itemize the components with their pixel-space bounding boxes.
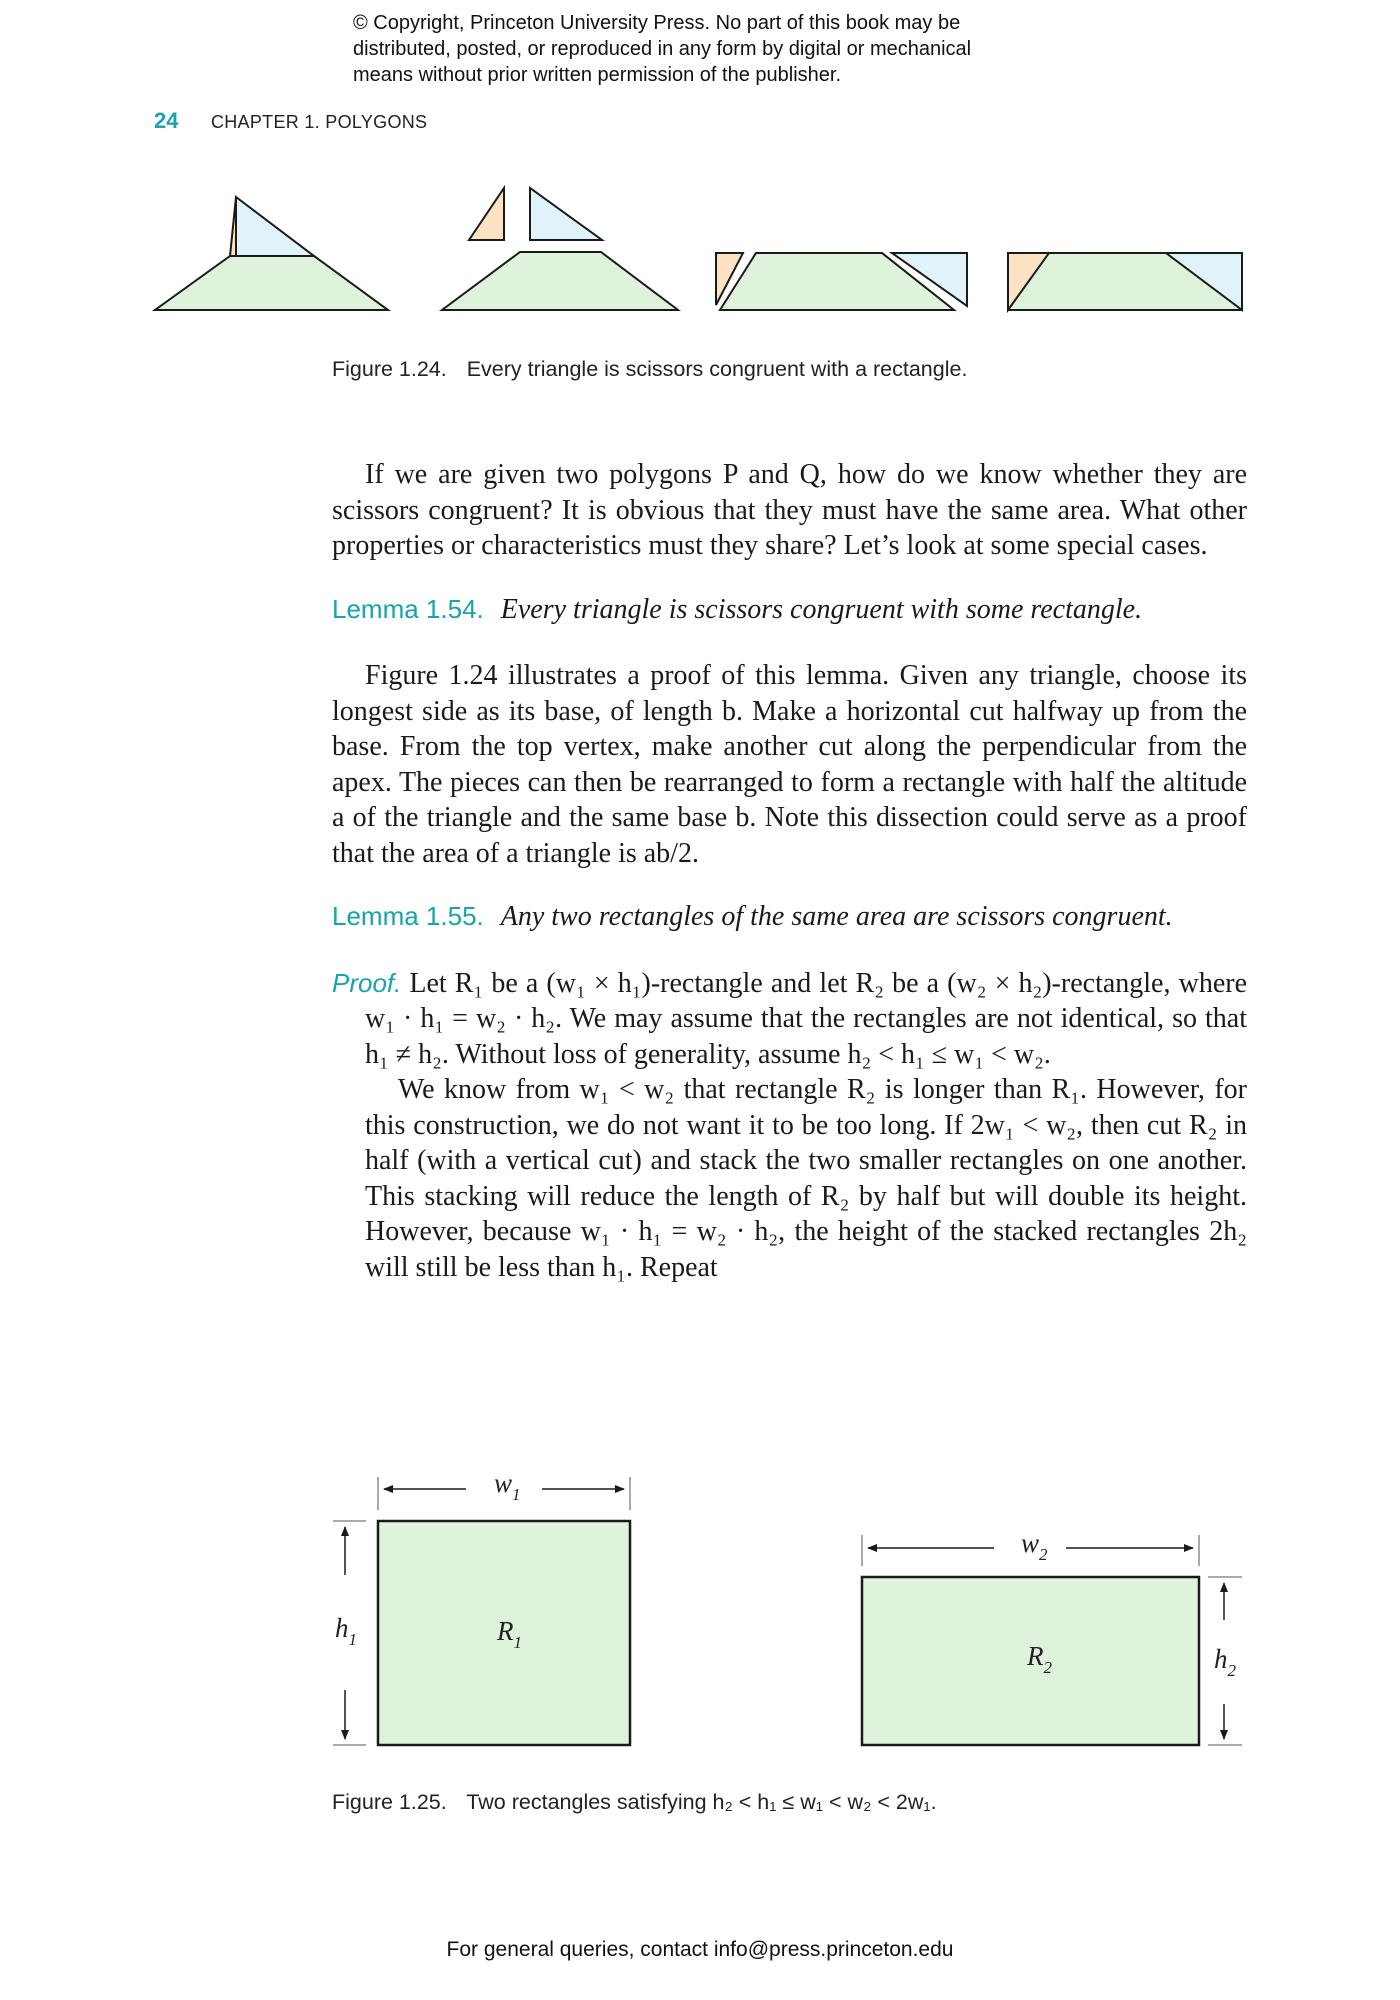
w1-label: $w_1$ [494,1470,521,1504]
intro-paragraph: If we are given two polygons P and Q, how do we know whether they are scissors congruent? It is obvious that they must have the same area. What other properties or characteristics must they share? Let’s look at some special cases. [332,459,1247,561]
proof-1-55-paragraph-1 [332,966,1247,1073]
caption-text: Every triangle is scissors congruent with a rectangle. [466,357,968,381]
proof-label: Proof. [332,967,402,998]
footer-contact: For general queries, contact info@press.princeton.edu [446,1938,954,1961]
blue-triangle-piece [236,197,314,256]
figure-label: Figure 1.25. [332,1790,447,1814]
proof-paragraph-1-54: Figure 1.24 illustrates a proof of this lemma. Given any triangle, choose its longest side as its base, of length b. Make a horizontal cut halfway up from the base. From the top vertex, make another cut along the perpendicular from the apex. The pieces can then be rearranged to form a rectangle with half the altitude a of the triangle and the same base b. Note this dissection could serve as a proof that the area of a triangle is ab/2. [332,660,1247,869]
caption-text: Two rectangles satisfying h₂ < h₁ ≤ w₁ < w₂ < 2w₁. [466,1790,937,1814]
running-header [154,108,427,134]
copyright-notice [353,10,1073,88]
copyright-line: distributed, posted, or reproduced in any form by digital or mechanical [353,38,972,60]
figure-1-25 [0,1470,1400,1770]
lemma-name: Lemma 1.54. [332,593,484,624]
fig24-step4-rectangle [1008,253,1242,310]
proof-1-55-paragraph-2: We know from w₁ < w₂ that rectangle R₂ is longer than R₁. However, for this construction, we do not want it to be too long. If 2w₁ < w₂, then cut R₂ in half (with a vertical cut) and stack the two smaller rectangles on one another. This stacking will reduce the length of R₂ by half but will double its height. However, because w₁ · h₁ = w₂ · h₂, the height of the stacked rectangles 2h₂ will still be less than h₁. Repeat [365,1074,1247,1283]
orange-triangle-piece [469,188,504,240]
h2-label: $h_2$ [1214,1644,1236,1680]
fig24-step1-triangle [155,197,388,310]
chapter-title: CHAPTER 1. POLYGONS [210,112,428,132]
h1-label: $h_1$ [335,1613,357,1649]
fig24-step2-cut [442,188,678,310]
proof-text: Let R₁ be a (w₁ × h₁)-rectangle and let R₂ be a (w₂ × h₂)-rectangle, where w₁ · h₁ = w₂ · h₂. We may assume that the rectangles are not identical, so that h₁ ≠ h₂. Without loss of generality, assume h₂ < h₁ ≤ w₁ < w₂. [365,967,1247,1070]
figure-1-24 [0,180,1400,320]
lemma-statement: Every triangle is scissors congruent with some rectangle. [500,593,1143,625]
r1-label: $R_1$ [497,1616,522,1652]
r2-label: $R_2$ [1027,1641,1052,1677]
blue-triangle-piece [530,188,602,240]
lemma-1-54 [332,592,1247,628]
fig24-step3-move [716,253,967,310]
figure-1-24-caption [332,357,967,382]
figure-1-25-caption [332,1790,937,1815]
w2-label: $w_2$ [1021,1528,1048,1564]
main-text [332,457,1247,1285]
green-trapezoid-piece [442,252,678,310]
figure-label: Figure 1.24. [332,357,447,381]
lemma-1-55 [332,899,1247,935]
copyright-line: © Copyright, Princeton University Press. No part of this book may be [353,12,961,34]
lemma-statement: Any two rectangles of the same area are scissors congruent. [500,901,1173,932]
copyright-line: means without prior written permission of the publisher. [353,64,842,86]
page-number: 24 [154,108,179,133]
lemma-name: Lemma 1.55. [332,901,484,931]
green-trapezoid-piece [155,256,388,310]
